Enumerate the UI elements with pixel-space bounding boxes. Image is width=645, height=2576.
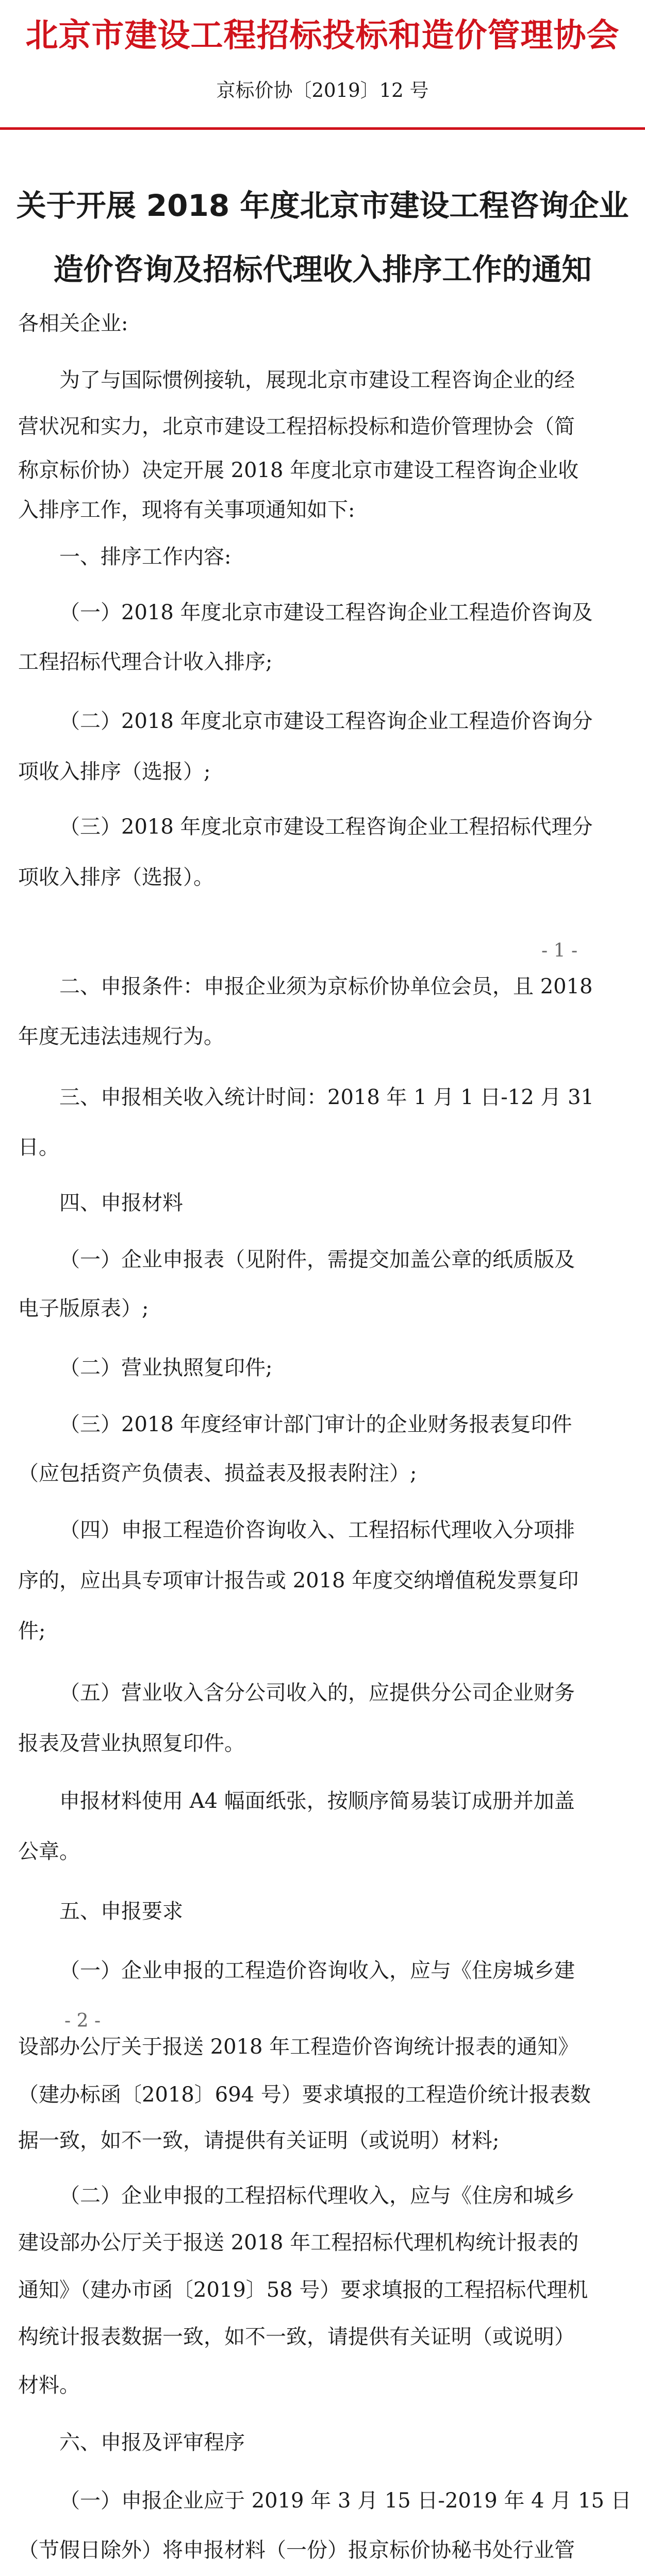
notice-title-line-1: 关于开展 2018 年度北京市建设工程咨询企业	[16, 188, 629, 223]
section-5-item-2: 构统计报表数据一致，如不一致，请提供有关证明（或说明）	[18, 2325, 575, 2349]
section-1-item-2: （二）2018 年度北京市建设工程咨询企业工程造价咨询分	[59, 709, 593, 733]
intro-line: 入排序工作，现将有关事项通知如下:	[18, 498, 355, 522]
section-4-title: 四、申报材料	[59, 1191, 183, 1215]
section-4-item-4: （四）申报工程造价咨询收入、工程招标代理收入分项排	[59, 1518, 575, 1542]
section-5-item-1: 设部办公厅关于报送 2018 年工程造价咨询统计报表的通知》	[18, 2035, 579, 2059]
section-1-item-1: 工程招标代理合计收入排序;	[18, 650, 273, 674]
section-1-title: 一、排序工作内容:	[59, 545, 231, 569]
section-1-item-3: 项收入排序（选报）。	[18, 866, 214, 889]
section-6-item-1: （一）申报企业应于 2019 年 3 月 15 日-2019 年 4 月 15 日	[59, 2489, 632, 2513]
section-4-item-5: 报表及营业执照复印件。	[18, 1732, 245, 1755]
section-3: 三、申报相关收入统计时间：2018 年 1 月 1 日-12 月 31	[59, 1086, 594, 1109]
section-5-item-1: （建办标函〔2018〕694 号）要求填报的工程造价统计报表数	[18, 2083, 591, 2107]
section-5-item-1: 据一致，如不一致，请提供有关证明（或说明）材料;	[18, 2129, 500, 2153]
section-3: 日。	[18, 1136, 59, 1159]
section-5-item-2: 建设部办公厅关于报送 2018 年工程招标代理机构统计报表的	[18, 2231, 579, 2255]
section-2: 年度无违法违规行为。	[18, 1025, 224, 1048]
section-1-item-3: （三）2018 年度北京市建设工程咨询企业工程招标代理分	[59, 815, 593, 839]
section-4-item-1: （一）企业申报表（见附件，需提交加盖公章的纸质版及	[59, 1248, 575, 1272]
section-1-item-2: 项收入排序（选报）;	[18, 760, 211, 784]
section-4-item-3: （三）2018 年度经审计部门审计的企业财务报表复印件	[59, 1413, 572, 1436]
intro-line: 为了与国际惯例接轨，展现北京市建设工程咨询企业的经	[59, 368, 575, 392]
section-4-item-5: （五）营业收入含分公司收入的，应提供分公司企业财务	[59, 1681, 575, 1705]
section-5-item-2: （二）企业申报的工程招标代理收入，应与《住房和城乡	[59, 2184, 575, 2208]
section-2: 二、申报条件：申报企业须为京标价协单位会员，且 2018	[59, 975, 593, 998]
section-5-item-2: 通知》（建办市函〔2019〕58 号）要求填报的工程招标代理机	[18, 2278, 588, 2302]
header-divider	[0, 127, 645, 130]
section-4-item-2: （二）营业执照复印件;	[59, 1356, 273, 1380]
section-4-item-4: 序的，应出具专项审计报告或 2018 年度交纳增值税发票复印	[18, 1569, 579, 1592]
section-4-note: 公章。	[18, 1840, 80, 1863]
section-6-title: 六、申报及评审程序	[59, 2431, 245, 2454]
page-number: - 1 -	[541, 940, 578, 961]
section-5-title: 五、申报要求	[59, 1900, 183, 1923]
intro-line: 称京标价协）决定开展 2018 年度北京市建设工程咨询企业收	[18, 459, 579, 482]
salutation: 各相关企业:	[18, 312, 128, 335]
org-title: 北京市建设工程招标投标和造价管理协会	[25, 16, 620, 54]
intro-line: 营状况和实力，北京市建设工程招标投标和造价管理协会（简	[18, 415, 575, 438]
section-5-item-1: （一）企业申报的工程造价咨询收入，应与《住房城乡建	[59, 1959, 575, 1982]
page-number: - 2 -	[64, 2010, 101, 2031]
section-6-item-1: （节假日除外）将申报材料（一份）报京标价协秘书处行业管	[18, 2538, 575, 2562]
section-4-note: 申报材料使用 A4 幅面纸张，按顺序简易装订成册并加盖	[59, 1789, 575, 1813]
section-5-item-2: 材料。	[18, 2374, 80, 2397]
notice-title-line-2: 造价咨询及招标代理收入排序工作的通知	[53, 252, 592, 287]
section-1-item-1: （一）2018 年度北京市建设工程咨询企业工程造价咨询及	[59, 601, 593, 624]
doc-number: 京标价协〔2019〕12 号	[216, 79, 429, 101]
section-4-item-3: （应包括资产负债表、损益表及报表附注）;	[18, 1462, 417, 1485]
section-4-item-1: 电子版原表）;	[18, 1297, 149, 1320]
section-4-item-4: 件;	[18, 1619, 46, 1643]
